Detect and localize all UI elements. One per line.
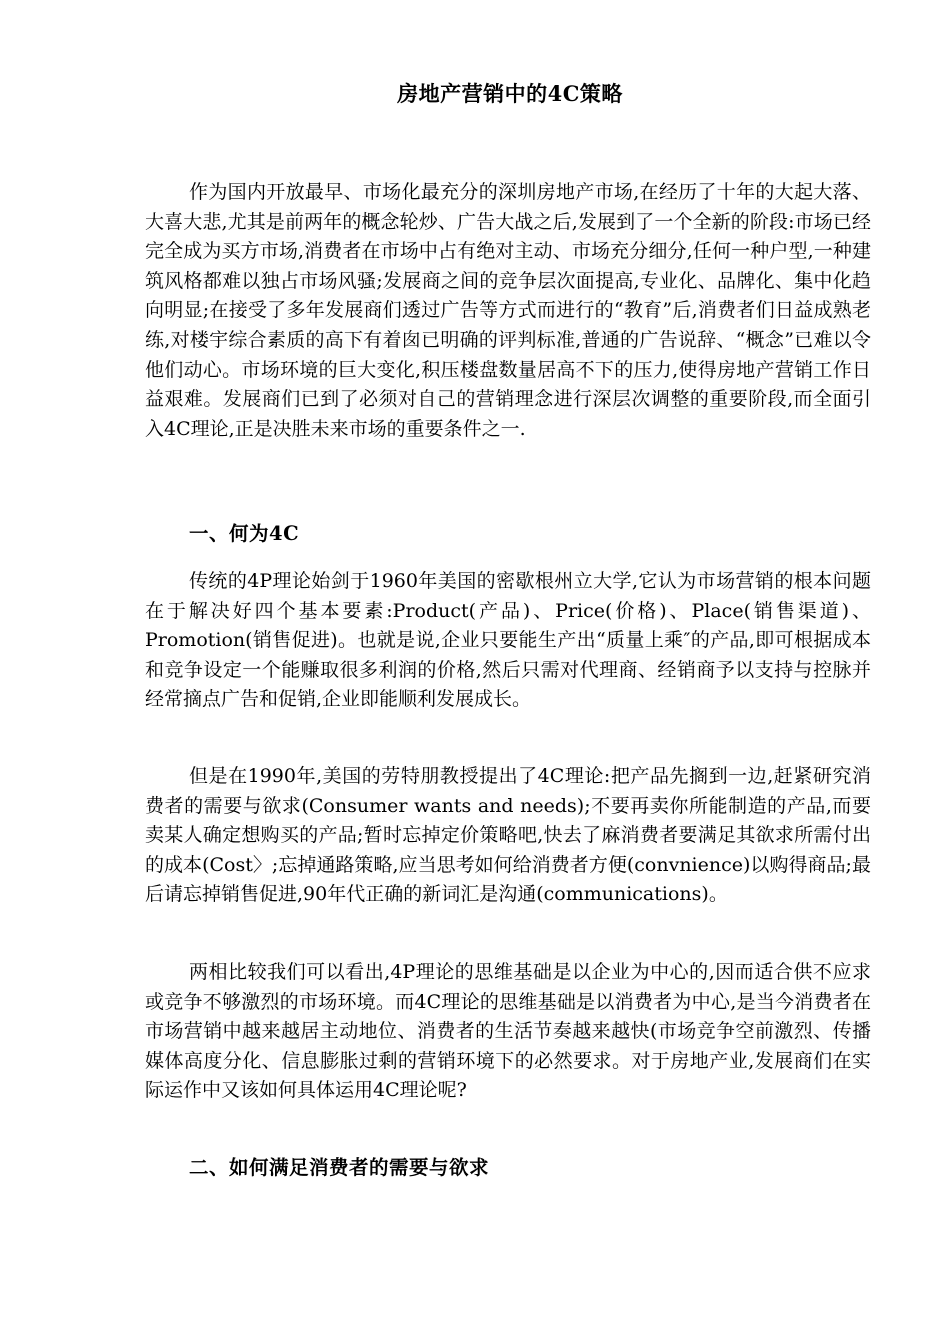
paragraph-comparison: 两相比较我们可以看出,4P理论的思维基础是以企业为中心的,因而适合供不应求或竞争不够激烈的市场环境。而4C理论的思维基础是以消费者为中心,是当今消费者在市场营销中越来越居主动地位、消费者的生活节奏越来越快(市场竞争空前激烈、传播媒体高度分化、信息膨胀过剩的营销环境下的必然要求。对于房地产业,发展商们在实际运作中又该如何具体运用4C理论呢? xyxy=(145,961,871,1102)
paragraph-4c-theory: 但是在1990年,美国的劳特朋教授提出了4C理论:把产品先搁到一边,赶紧研究消费者的需要与欲求(Consumer wants and needs);不要再卖你所能制造的产品,而要卖某人确定想购买的产品;暂时忘掉定价策略吧,快去了麻消费者要满足其欲求所需付出的成本(Cost〉;忘掉通路策略,应当思考如何给消费者方便(convnience)以购得商品;最后请忘掉销售促进,90年代正确的新词汇是沟通(communications)。 xyxy=(145,765,871,906)
paragraph-4p-theory: 传统的4P理论始剑于1960年美国的密歇根州立大学,它认为市场营销的根本问题在于解决好四个基本要素:Product(产品)、Price(价格)、Place(销售渠道)、Promotion(销售促进)。也就是说,企业只要能生产出“质量上乘″的产品,即可根据成本和竞争设定一个能赚取很多利润的价格,然后只需对代理商、经销商予以支持与控脉并经常摘点广告和促销,企业即能顺利发展成长。 xyxy=(145,570,871,711)
document-title: 房地产营销中的4C策略 xyxy=(397,81,623,106)
section-heading-consumer-needs: 二、如何满足消费者的需要与欲求 xyxy=(189,1156,490,1179)
paragraph-intro: 作为国内开放最早、市场化最充分的深圳房地产市场,在经历了十年的大起大落、大喜大悲,尤其是前两年的概念轮炒、广告大战之后,发展到了一个全新的阶段:市场已经完全成为买方市场,消费者在市场中占有绝对主动、市场充分细分,任何一种户型,一种建筑风格都难以独占市场风骚;发展商之间的竞争层次面提高,专业化、品牌化、集中化趋向明显;在接受了多年发展商们透过广告等方式而进行的“教育”后,消费者们日益成熟老练,对楼宇综合素质的高下有着囱已明确的评判标准,普通的广告说辞、“概念”已难以令他们动心。市场环境的巨大变化,积压楼盘数量居高不下的压力,使得房地产营销工作日益艰难。发展商们已到了必须对自己的营销理念进行深层次调整的重要阶段,而全面引入4C理论,正是决胜未来市场的重要条件之一. xyxy=(145,181,871,440)
section-heading-what-is-4c: 一、何为4C xyxy=(189,522,300,545)
